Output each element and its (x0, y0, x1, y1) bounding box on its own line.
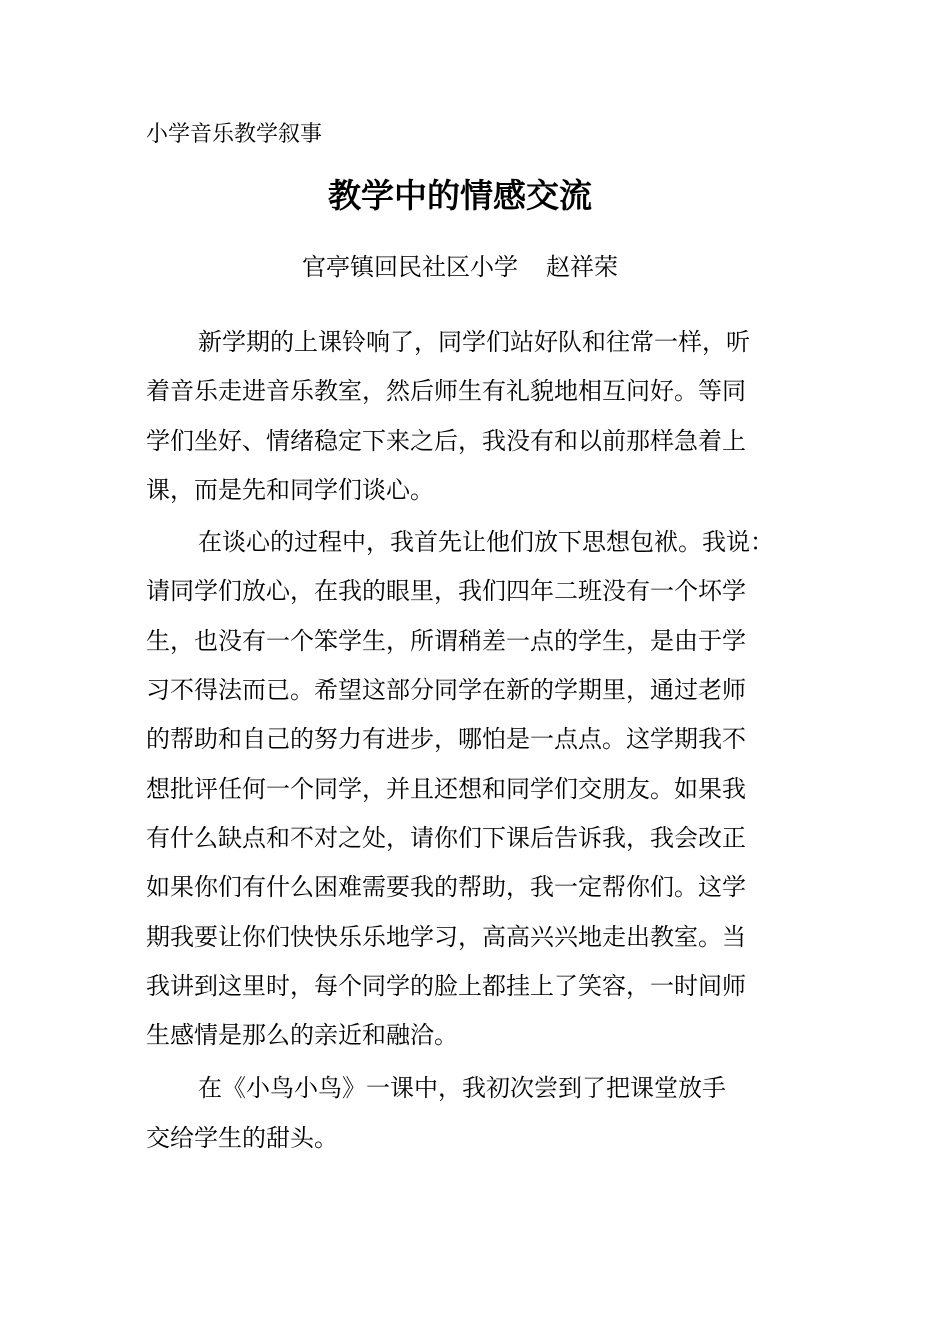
paragraph-1 (146, 318, 786, 515)
paragraph-3 (146, 1064, 786, 1163)
byline (0, 250, 920, 284)
paragraph-line: 生感情是那么的亲近和融洽。 (146, 1021, 458, 1050)
paragraph-line: 着音乐走进音乐教室，然后师生有礼貌地相互问好。等同 (146, 377, 746, 406)
paragraph-line: 课，而是先和同学们谈心。 (146, 475, 434, 504)
paragraph-line: 期我要让你们快快乐乐地学习，高高兴兴地走出教室。当 (146, 922, 746, 951)
document-title: 教学中的情感交流 (328, 176, 592, 215)
paragraph-line: 如果你们有什么困难需要我的帮助，我一定帮你们。这学 (146, 873, 746, 902)
paragraph-line: 在谈心的过程中，我首先让他们放下思想包袱。我说： (198, 528, 774, 557)
paragraph-line: 学们坐好、情绪稳定下来之后，我没有和以前那样急着上 (146, 426, 746, 455)
paragraph-line: 想批评任何一个同学，并且还想和同学们交朋友。如果我 (146, 774, 746, 803)
paragraph-2 (146, 518, 786, 1060)
paragraph-line: 有什么缺点和不对之处，请你们下课后告诉我，我会改正 (146, 823, 746, 852)
paragraph-line: 请同学们放心，在我的眼里，我们四年二班没有一个坏学 (146, 577, 746, 606)
paragraph-line: 的帮助和自己的努力有进步，哪怕是一点点。这学期我不 (146, 725, 746, 754)
paragraph-line: 生，也没有一个笨学生，所谓稍差一点的学生，是由于学 (146, 626, 746, 655)
paragraph-line: 我讲到这里时，每个同学的脸上都挂上了笑容，一时间师 (146, 971, 746, 1000)
byline-school: 官亭镇回民社区小学 (302, 253, 518, 281)
byline-author: 赵祥荣 (546, 253, 618, 281)
paragraph-line: 交给学生的甜头。 (146, 1123, 338, 1152)
paragraph-line: 习不得法而已。希望这部分同学在新的学期里，通过老师 (146, 676, 746, 705)
paragraph-line: 新学期的上课铃响了，同学们站好队和往常一样，听 (198, 328, 750, 356)
document-body (146, 318, 786, 1163)
document-category-label: 小学音乐教学叙事 (146, 122, 323, 147)
paragraph-line: 在《小鸟小鸟》一课中，我初次尝到了把课堂放手 (198, 1074, 726, 1103)
